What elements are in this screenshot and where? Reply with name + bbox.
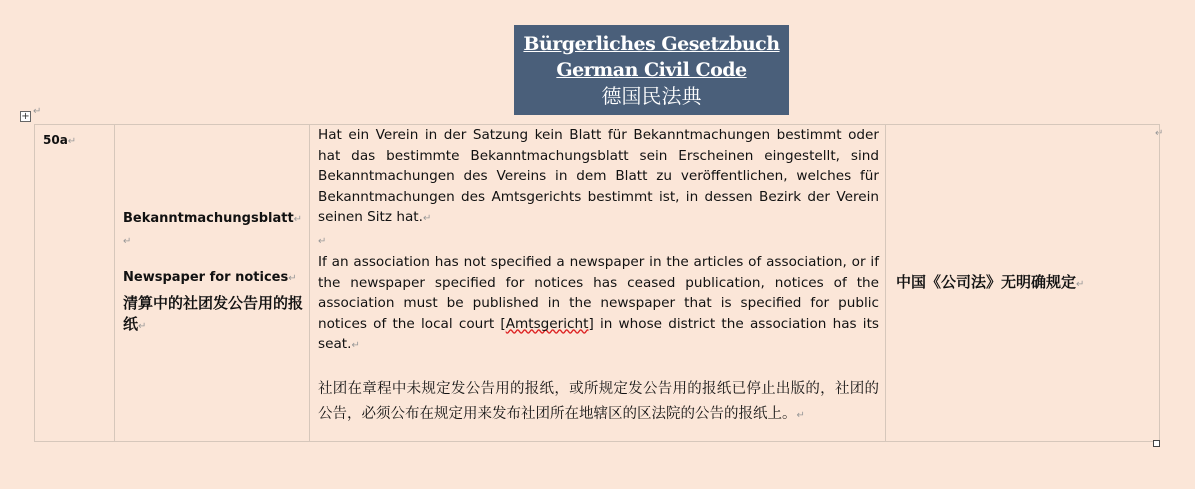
paragraph-mark: ↵	[123, 236, 132, 247]
table-move-handle-icon[interactable]: +	[21, 111, 30, 122]
article-text-english	[318, 252, 879, 357]
banner-title-chinese: 德国民法典	[601, 84, 702, 108]
paragraph-mark: ↵	[422, 213, 432, 224]
title-banner	[514, 25, 789, 115]
heading-chinese	[123, 293, 303, 337]
article-text-cell[interactable]	[310, 125, 886, 442]
banner-title-english: German Civil Code	[556, 59, 747, 81]
heading-german	[123, 209, 303, 230]
paragraph-mark: ↵	[293, 214, 303, 225]
article-heading-cell[interactable]	[115, 125, 310, 442]
article-number	[43, 133, 114, 147]
paragraph-mark: ↵	[67, 136, 77, 147]
comparison-note	[896, 271, 1153, 296]
comparison-note-text: 中国《公司法》无明确规定	[896, 273, 1077, 291]
law-article-table	[34, 124, 1160, 442]
article-text-chinese-body: 社团在章程中未规定发公告用的报纸，或所规定发公告用的报纸已停止出版的，社团的公告，必须公布在规定用来发布社团所在地辖区的区法院的公告的报纸上。	[318, 381, 879, 422]
paragraph-mark: ↵	[33, 106, 42, 117]
article-number-text: 50a	[43, 133, 68, 147]
article-text-chinese	[318, 377, 879, 428]
paragraph-mark: ↵	[318, 235, 327, 247]
paragraph-mark: ↵	[288, 273, 297, 284]
heading-english	[123, 268, 303, 289]
paragraph-mark: ↵	[1155, 128, 1164, 139]
paragraph-mark: ↵	[138, 321, 147, 332]
table-row	[35, 125, 1160, 442]
article-number-cell[interactable]	[35, 125, 115, 442]
spellcheck-marked-word[interactable]: Amtsgericht	[505, 315, 589, 332]
article-text-german	[318, 125, 879, 230]
article-text-english-part: If an association has not specified a newspaper in the articles of association, or if the newspaper specified for notices has ceased publication, notices of the association must be published in the newspaper that is specified for public notices of the local court [	[318, 254, 879, 332]
paragraph-mark: ↵	[351, 340, 360, 351]
heading-chinese-text: 清算中的社团发公告用的报纸	[123, 294, 304, 333]
heading-german-text: Bekanntmachungsblatt	[123, 211, 294, 226]
article-text-german-body: Hat ein Verein in der Satzung kein Blatt für Bekanntmachungen bestimmt oder hat das bestimmte Bekanntmachungsblatt sein Erscheinen eingestellt, sind Bekanntmachungen des Vereins in dem Blatt zu veröffentlichen, welches für Bekanntmachungen des Amtsgerichts bestimmt ist, in dessen Bezirk der Verein seinen Sitz hat.	[318, 127, 879, 225]
heading-english-text: Newspaper for notices	[123, 270, 289, 285]
paragraph-mark: ↵	[1076, 279, 1085, 290]
empty-paragraph	[318, 357, 879, 378]
paragraph-mark: ↵	[796, 409, 805, 421]
empty-paragraph	[318, 230, 879, 253]
article-text-english-part: ] in whose district the association has its seat.	[318, 315, 880, 352]
empty-paragraph	[123, 230, 303, 248]
comparison-note-cell[interactable]	[886, 125, 1160, 442]
table-resize-handle-icon[interactable]	[1153, 440, 1160, 447]
banner-title-german: Bürgerliches Gesetzbuch	[523, 33, 780, 55]
